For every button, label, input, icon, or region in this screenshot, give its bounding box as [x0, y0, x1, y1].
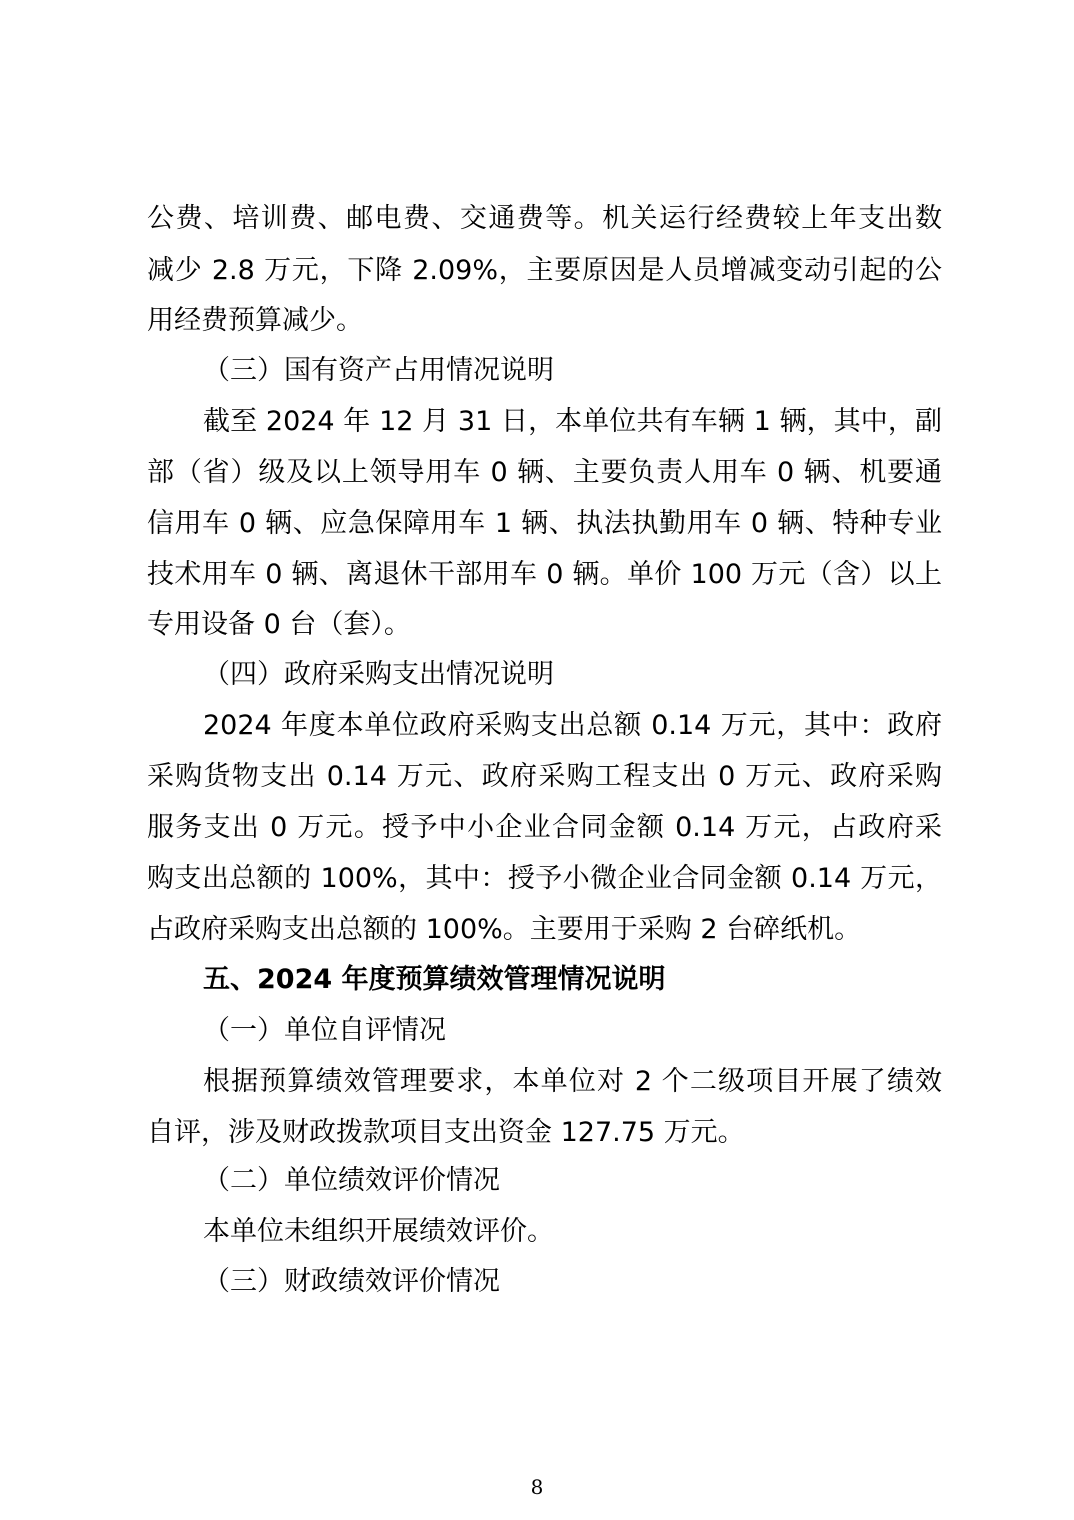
paragraph-line: 公费、培训费、邮电费、交通费等。机关运行经费较上年支出数: [147, 203, 942, 234]
section-heading-procurement: （四）政府采购支出情况说明: [203, 659, 554, 690]
paragraph-line: 服务支出 0 万元。授予中小企业合同金额 0.14 万元，占政府采: [147, 812, 942, 843]
paragraph-line: 2024 年度本单位政府采购支出总额 0.14 万元，其中：政府: [203, 710, 942, 741]
section-heading-self-evaluation: （一）单位自评情况: [203, 1015, 446, 1046]
paragraph-line: 购支出总额的 100%，其中：授予小微企业合同金额 0.14 万元，: [147, 863, 942, 894]
paragraph-line: 信用车 0 辆、应急保障用车 1 辆、执法执勤用车 0 辆、特种专业: [147, 508, 942, 539]
paragraph-line: 专用设备 0 台（套）。: [147, 609, 411, 640]
section-heading-assets: （三）国有资产占用情况说明: [203, 355, 554, 386]
paragraph-line: 技术用车 0 辆、离退休干部用车 0 辆。单价 100 万元（含）以上: [147, 559, 942, 590]
paragraph-line: 部（省）级及以上领导用车 0 辆、主要负责人用车 0 辆、机要通: [147, 457, 942, 488]
paragraph-line: 采购货物支出 0.14 万元、政府采购工程支出 0 万元、政府采购: [147, 761, 942, 792]
paragraph-line: 用经费预算减少。: [147, 305, 363, 336]
paragraph-line: 减少 2.8 万元，下降 2.09%，主要原因是人员增减变动引起的公: [147, 255, 942, 286]
chapter-heading-performance: 五、2024 年度预算绩效管理情况说明: [203, 964, 666, 995]
paragraph-line: 本单位未组织开展绩效评价。: [203, 1216, 554, 1247]
paragraph-line: 截至 2024 年 12 月 31 日，本单位共有车辆 1 辆，其中，副: [203, 406, 942, 437]
page-number: 8: [530, 1475, 544, 1499]
section-heading-fiscal-evaluation: （三）财政绩效评价情况: [203, 1266, 500, 1297]
paragraph-line: 占政府采购支出总额的 100%。主要用于采购 2 台碎纸机。: [147, 914, 862, 945]
paragraph-line: 根据预算绩效管理要求，本单位对 2 个二级项目开展了绩效: [203, 1066, 942, 1097]
section-heading-unit-evaluation: （二）单位绩效评价情况: [203, 1165, 500, 1196]
paragraph-line: 自评，涉及财政拨款项目支出资金 127.75 万元。: [147, 1117, 745, 1148]
